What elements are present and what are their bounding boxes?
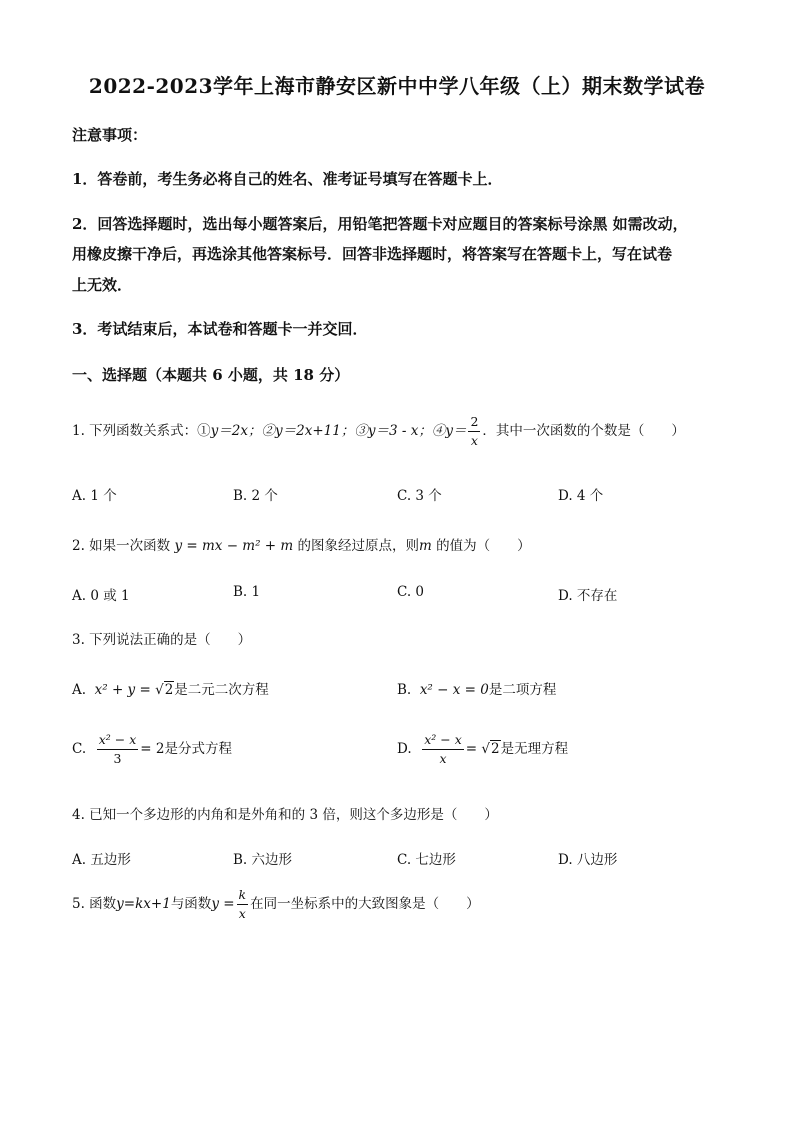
q2-option-d: D. 不存在 — [558, 588, 618, 604]
question-5: 5. 函数y=kx+1与函数y = $\frac{k}{x}$ 在同一坐标系中的大致图象是（ ） — [72, 887, 480, 921]
q1-option-d: D. 4 个 — [558, 488, 604, 504]
note-item-2-end: 上无效． — [72, 276, 133, 294]
q2-option-b: B. 1 — [233, 584, 261, 600]
q4-option-b: B. 六边形 — [233, 852, 293, 868]
q3-option-c: C. $\frac{\text{x² − x}}{3}$ = 2是分式方程 — [72, 732, 232, 766]
q1-option-c: C. 3 个 — [397, 488, 442, 504]
q1-option-a: A. 1 个 — [72, 488, 117, 504]
q4-option-a: A. 五边形 — [72, 852, 131, 868]
q4-option-c: C. 七边形 — [397, 852, 456, 868]
fraction: $\frac{2}{x}$ — [470, 414, 479, 448]
question-4: 4. 已知一个多边形的内角和是外角和的 3 倍，则这个多边形是（ ） — [72, 807, 498, 823]
q3-option-b: B. x² − x = 0是二项方程 — [397, 682, 557, 698]
note-item-2: 2．回答选择题时，选出每小题答案后，用铅笔把答题卡对应题目的答案标号涂黑 如需改动， — [72, 215, 688, 233]
q2-option-c: C. 0 — [397, 584, 425, 600]
section-heading: 一、选择题（本题共 6 小题，共 18 分） — [72, 366, 350, 384]
note-item-2-cont: 用橡皮擦干净后，再选涂其他答案标号．回答非选择题时，将答案写在答题卡上，写在试卷 — [72, 245, 673, 263]
fraction: $\frac{k}{x}$ — [238, 887, 247, 921]
q3-option-a: A. x² + y = √2是二元二次方程 — [72, 682, 269, 698]
fraction: $\frac{\text{x² − x}}{x}$ — [424, 732, 462, 766]
question-3: 3. 下列说法正确的是（ ） — [72, 632, 252, 648]
q4-option-d: D. 八边形 — [558, 852, 618, 868]
page-title: 2022-2023学年上海市静安区新中中学八年级（上）期末数学试卷 — [88, 74, 706, 98]
sqrt: √2 — [155, 682, 174, 698]
question-2: 2. 如果一次函数 y = mx − m² + m 的图象经过原点，则m 的值为（ ） — [72, 538, 531, 554]
sqrt: √2 — [481, 741, 500, 757]
note-item-1: 1．答卷前，考生务必将自己的姓名、准考证号填写在答题卡上． — [72, 170, 503, 188]
q2-option-a: A. 0 或 1 — [72, 588, 130, 604]
question-1: 1. 下列函数关系式：①y＝2x；②y＝2x+11；③y＝3 - x；④y＝ $\frac{2}{x}$ ．其中一次函数的个数是（ ） — [72, 414, 685, 448]
notes-heading: 注意事项： — [72, 126, 148, 144]
note-item-3: 3．考试结束后，本试卷和答题卡一并交回． — [72, 320, 368, 338]
fraction: $\frac{\text{x² − x}}{3}$ — [98, 732, 137, 766]
q3-option-d: D. $\frac{\text{x² − x}}{x}$ = √2是无理方程 — [397, 732, 569, 766]
q1-option-b: B. 2 个 — [233, 488, 278, 504]
